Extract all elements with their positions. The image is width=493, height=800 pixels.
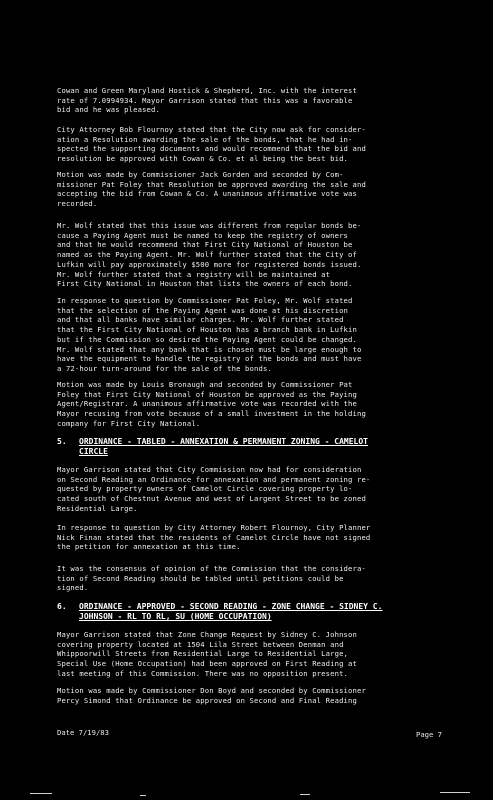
paragraph-planner-response: In response to question by City Attorney Robert Flournoy, City Planner Nick Finan stated that the residents of Camelot Circle have not signed the petition for annexation at this time. (57, 523, 371, 552)
paragraph-motion-second-reading: Motion was made by Commissioner Don Boyd and seconded by Commissioner Percy Simond that Ordinance be approved on Second and Final Reading (57, 686, 366, 705)
scan-noise (300, 794, 310, 795)
section-number: 5. (57, 437, 67, 446)
section-title: ORDINANCE - TABLED - ANNEXATION & PERMANENT ZONING - CAMELOT CIRCLE (79, 437, 368, 456)
footer-date: Date 7/19/83 (57, 728, 109, 737)
paragraph-bid-interest-rate: Cowan and Green Maryland Hostick & Shepherd, Inc. with the interest rate of 7.0994934. Mayor Garrison stated that this was a favorable bid and he was pleased. (57, 86, 357, 115)
scan-noise (440, 792, 470, 793)
paragraph-paying-agent: Mr. Wolf stated that this issue was different from regular bonds be- cause a Paying Agent must be named to keep the registry of owners and that he would recommend that First City National of Houston be named as the Paying Agent. Mr. Wolf further stated that the City of Lufkin will pay approximately $500 more for registered bonds issued. Mr. Wolf further stated that a registry will be maintained at First City National in Houston that lists the owners of each bond. (57, 221, 362, 289)
paragraph-city-attorney-resolution: City Attorney Bob Flournoy stated that the City now ask for consider- ation a Resolution awarding the sale of the bonds, that he had in- spected the supporting documents and would recommend that the bid and resolution be approved with Cowan & Co. et al being the best bid. (57, 125, 366, 164)
scan-noise (140, 795, 146, 796)
footer-page-number: Page 7 (416, 730, 442, 739)
paragraph-motion-award-sale: Motion was made by Commissioner Jack Gorden and seconded by Com- missioner Pat Foley that Resolution be approved awarding the sale and accepting the bid from Cowan & Co. A unanimous affirmative vote was recorded. (57, 170, 366, 209)
paragraph-response-foley: In response to question by Commissioner Pat Foley, Mr. Wolf stated that the selection of the Paying Agent was done at his discretion and that all banks have similar charges. Mr. Wolf further stated that the First City National of Houston has a branch bank in Lufkin but if the Commission so desired the Paying Agent could be changed. Mr. Wolf stated that any bank that is chosen must be large enough to have the equipment to handle the registry of the bonds and must have a 72-hour turn-around for the sale of the bonds. (57, 296, 362, 373)
paragraph-motion-paying-agent: Motion was made by Louis Bronaugh and seconded by Commissioner Pat Foley that First City National of Houston be approved as the Paying Agent/Registrar. A unanimous affirmative vote was recorded with the Mayor recusing from vote because of a small investment in the holding company for First City National. (57, 380, 366, 428)
paragraph-annexation-second-reading: Mayor Garrison stated that City Commission now had for consideration on Second Reading an Ordinance for annexation and permanent zoning re- quested by property owners of Camelot Circle covering property lo- cated south of Chestnut Avenue and west of Largent Street to be zoned Residential Large. (57, 465, 371, 513)
section-number: 6. (57, 602, 67, 611)
paragraph-consensus-tabled: It was the consensus of opinion of the Commission that the considera- tion of Second Reading should be tabled until petitions could be signed. (57, 564, 366, 593)
scan-noise (30, 793, 52, 794)
section-title: ORDINANCE - APPROVED - SECOND READING - ZONE CHANGE - SIDNEY C. JOHNSON - RL TO RL, SU (HOME OCCUPATION) (79, 602, 383, 621)
paragraph-zone-change-request: Mayor Garrison stated that Zone Change Request by Sidney C. Johnson covering property located at 1504 Lila Street between Denman and Whippoorwill Streets from Residential Large to Residential Large, Special Use (Home Occupation) had been approved on First Reading at last meeting of this Commission. There was no opposition present. (57, 630, 357, 678)
